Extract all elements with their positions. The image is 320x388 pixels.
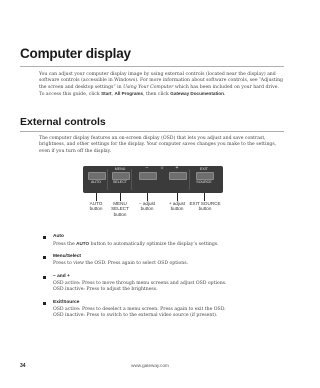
panel-divider-2 — [131, 169, 132, 190]
callout-minus-line-1: − adjust — [138, 201, 156, 206]
minus-button-graphic — [139, 172, 157, 180]
callout-auto — [84, 201, 108, 212]
bullet-2-marker — [43, 256, 46, 259]
bullet-4-marker — [43, 302, 46, 305]
page-title: Computer display — [20, 46, 131, 61]
minus-panel-label: − — [145, 165, 149, 171]
bullet-1-text — [53, 241, 219, 248]
start-term: Start — [101, 91, 112, 97]
callout-menu-line-1: MENU — [113, 201, 127, 206]
section-rule — [20, 131, 284, 132]
intro-text-4: . — [223, 92, 226, 98]
callout-menu — [108, 201, 132, 217]
bullet-4-head: Exit/Source — [53, 300, 80, 305]
callout-auto-line-1: AUTO — [89, 201, 103, 206]
intro-text-1: You can adjust your computer display image by using external controls (located near the display) and software controls (accessible in Windows). For more information about software controls, see “Adjusting the screen and desktop settings” in — [39, 72, 283, 90]
callout-minus-line-2: button — [140, 206, 154, 212]
auto-term: AUTO — [76, 241, 90, 246]
intro-sep: , — [111, 92, 115, 98]
intro-paragraph — [39, 72, 285, 99]
bullet-3-head: − and + — [53, 274, 70, 279]
callout-exit — [186, 201, 224, 212]
title-rule — [20, 66, 284, 67]
bullet-1-marker — [43, 236, 46, 239]
bullet-3-marker — [43, 276, 46, 279]
menu-panel-label-2: SELECT — [113, 180, 127, 184]
plus-panel-label: + — [175, 165, 179, 171]
panel-divider-1 — [107, 169, 108, 190]
bullet-1-text-c: button to automatically optimize the display’s settings. — [89, 242, 219, 247]
guide-title: Using Your Computer — [123, 84, 174, 90]
callout-exit-line-1: EXIT SOURCE — [189, 201, 221, 206]
bullet-2-text: Press to view the OSD. Press again to select OSD options. — [53, 261, 189, 266]
callout-plus-line-2: button — [170, 206, 184, 212]
callout-line-minus — [147, 193, 148, 201]
callout-line-exit — [204, 193, 205, 201]
panel-divider-3 — [189, 169, 190, 190]
intro-text-2: which has been included on your hard drive. To access this guide, click — [39, 84, 279, 98]
page-number: 34 — [20, 363, 26, 369]
callout-line-plus — [177, 193, 178, 201]
callout-menu-line-2: SELECT — [111, 206, 129, 212]
auto-button-graphic — [88, 172, 106, 180]
brightness-icon: ☼ — [159, 165, 165, 171]
callout-plus-line-1: + adjust — [168, 201, 186, 206]
all-programs-term: All Programs — [114, 91, 144, 97]
callout-line-menu — [120, 193, 121, 201]
callout-auto-line-2: button — [89, 206, 103, 212]
callout-minus — [133, 201, 161, 212]
bullet-3-text-1: OSD active: Press to move through menu screens and adjust OSD options. — [53, 281, 227, 286]
bullet-1-head: Auto — [53, 234, 64, 239]
auto-panel-label: AUTO — [91, 180, 101, 184]
menu-panel-label-1: MENU — [114, 167, 126, 171]
exit-panel-label: EXIT — [200, 167, 208, 171]
callout-menu-line-3: button — [113, 211, 127, 217]
menu-button-graphic — [112, 172, 130, 180]
exit-button-graphic — [196, 172, 214, 180]
callout-exit-line-2: button — [198, 206, 212, 212]
bullet-2-head: Menu/Select — [53, 254, 81, 259]
section-paragraph: The computer display features an on-screen display (OSD) that lets you adjust and save contrast, brightness, and other settings for the display. Your computer saves changes you make to the settings, even if you turn off the display. — [39, 136, 277, 154]
callout-line-auto — [96, 193, 97, 201]
bullet-4-text-2: OSD inactive: Press to switch to the external video source (if present). — [53, 313, 218, 318]
display-control-panel — [83, 166, 223, 193]
intro-text-3: , then click — [143, 92, 171, 98]
source-panel-label: SOURCE — [196, 180, 212, 184]
bullet-4-text-1: OSD active: Press to deselect a menu screen. Press again to exit the OSD. — [53, 307, 226, 312]
footer-url: www.gateway.com — [131, 363, 169, 368]
plus-button-graphic — [169, 172, 187, 180]
bullet-1-text-a: Press the — [53, 242, 77, 247]
gateway-documentation-term: Gateway Documentation — [170, 91, 224, 97]
section-title: External controls — [20, 116, 106, 128]
bullet-3-text-2: OSD inactive: Press to adjust the brightness. — [53, 287, 158, 292]
